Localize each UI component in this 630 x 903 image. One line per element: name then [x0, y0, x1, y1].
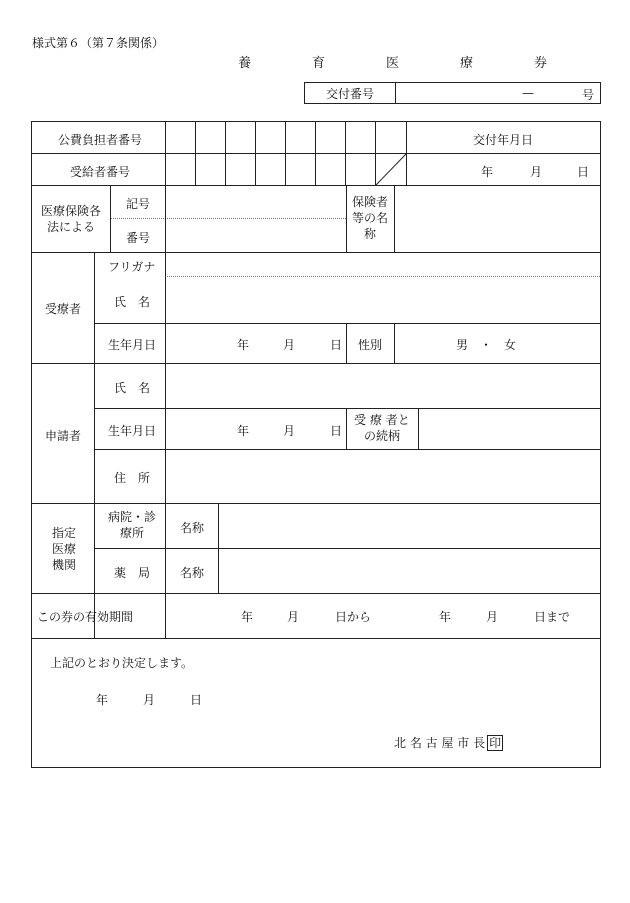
patient-name-field[interactable]	[166, 277, 600, 323]
sex-label: 性別	[358, 338, 383, 352]
address-field[interactable]	[166, 450, 600, 503]
validity-from-year: 年	[241, 610, 254, 624]
validity-label: この券の有効期間	[37, 610, 134, 624]
decision-text: 上記のとおり決定します。	[50, 656, 194, 670]
issue-number-label: 交付番号	[305, 83, 396, 103]
applicant-birth-year: 年	[237, 424, 250, 438]
insurance-symbol-field[interactable]	[166, 186, 346, 218]
applicant-name-field[interactable]	[166, 364, 600, 408]
validity-to-year: 年	[439, 610, 452, 624]
decision-year: 年	[96, 693, 109, 707]
pharmacy-name-label: 名称	[180, 566, 205, 580]
patient-birth-day: 日	[330, 338, 343, 352]
form-number: 様式第６（第７条関係）	[32, 36, 165, 50]
issue-date-year: 年	[481, 165, 494, 179]
mayor-signature	[394, 734, 503, 751]
document-title: 養 育 医 療 券	[238, 56, 572, 71]
sex-options[interactable]: 男 ・ 女	[456, 338, 517, 352]
patient-birth-label: 生年月日	[108, 338, 157, 352]
validity-to-month: 月	[486, 610, 499, 624]
designated-institution-label: 指定医療機関	[51, 526, 76, 573]
relation-label: 受 療 者との続柄	[354, 413, 410, 443]
validity-from-month: 月	[287, 610, 300, 624]
issue-date-field[interactable]	[407, 154, 599, 185]
issue-date-label: 交付年月日	[473, 133, 534, 147]
hospital-clinic-label: 病院・診療所	[108, 510, 157, 540]
insurance-law-label: 医療保険各法による	[40, 204, 101, 234]
decision-month: 月	[143, 693, 156, 707]
issue-date-day: 日	[577, 165, 590, 179]
medical-voucher-form	[31, 121, 601, 768]
hospital-name-field[interactable]	[219, 504, 600, 548]
applicant-name-label: 氏 名	[114, 381, 151, 395]
issue-number-box	[304, 82, 601, 104]
patient-furigana-field[interactable]	[166, 253, 600, 276]
seal-mark: 印	[489, 736, 502, 750]
recipient-number-field[interactable]	[166, 154, 374, 185]
issue-date-month: 月	[530, 165, 543, 179]
applicant-birth-label: 生年月日	[108, 424, 157, 438]
validity-period-field[interactable]	[166, 594, 600, 638]
patient-birth-field[interactable]	[166, 324, 346, 363]
issue-number-field[interactable]	[396, 83, 600, 103]
insurer-name-label: 保険者等の名称	[351, 195, 388, 242]
applicant-birth-field[interactable]	[166, 409, 346, 449]
patient-name-label: 氏 名	[114, 295, 151, 309]
applicant-birth-day: 日	[330, 424, 343, 438]
patient-section-label: 受療者	[45, 302, 82, 316]
patient-birth-year: 年	[237, 338, 250, 352]
patient-birth-month: 月	[283, 338, 296, 352]
applicant-birth-month: 月	[283, 424, 296, 438]
public-burden-number-field[interactable]	[166, 123, 406, 153]
pharmacy-name-field[interactable]	[219, 549, 600, 593]
mayor-title: 北 名 古 屋 市 長	[394, 736, 486, 750]
recipient-number-label: 受給者番号	[70, 165, 131, 179]
insurance-number-label: 番号	[126, 231, 151, 245]
pharmacy-label: 薬 局	[114, 566, 151, 580]
hospital-name-label: 名称	[180, 521, 205, 535]
insurance-number-field[interactable]	[166, 219, 346, 252]
address-label: 住 所	[114, 471, 151, 485]
validity-to-suffix: 日まで	[534, 610, 571, 624]
digit-cell-slash	[375, 153, 407, 186]
issue-number-suffix: 号	[581, 88, 594, 102]
decision-day: 日	[190, 693, 203, 707]
relation-field[interactable]	[419, 409, 599, 449]
validity-from-suffix: 日から	[335, 610, 372, 624]
insurer-name-field[interactable]	[395, 186, 599, 252]
applicant-section-label: 申請者	[45, 429, 82, 443]
issue-number-dash: —	[522, 86, 534, 100]
insurance-symbol-label: 記号	[126, 197, 151, 211]
public-burden-number-label: 公費負担者番号	[58, 133, 143, 147]
furigana-label: フリガナ	[108, 260, 156, 274]
